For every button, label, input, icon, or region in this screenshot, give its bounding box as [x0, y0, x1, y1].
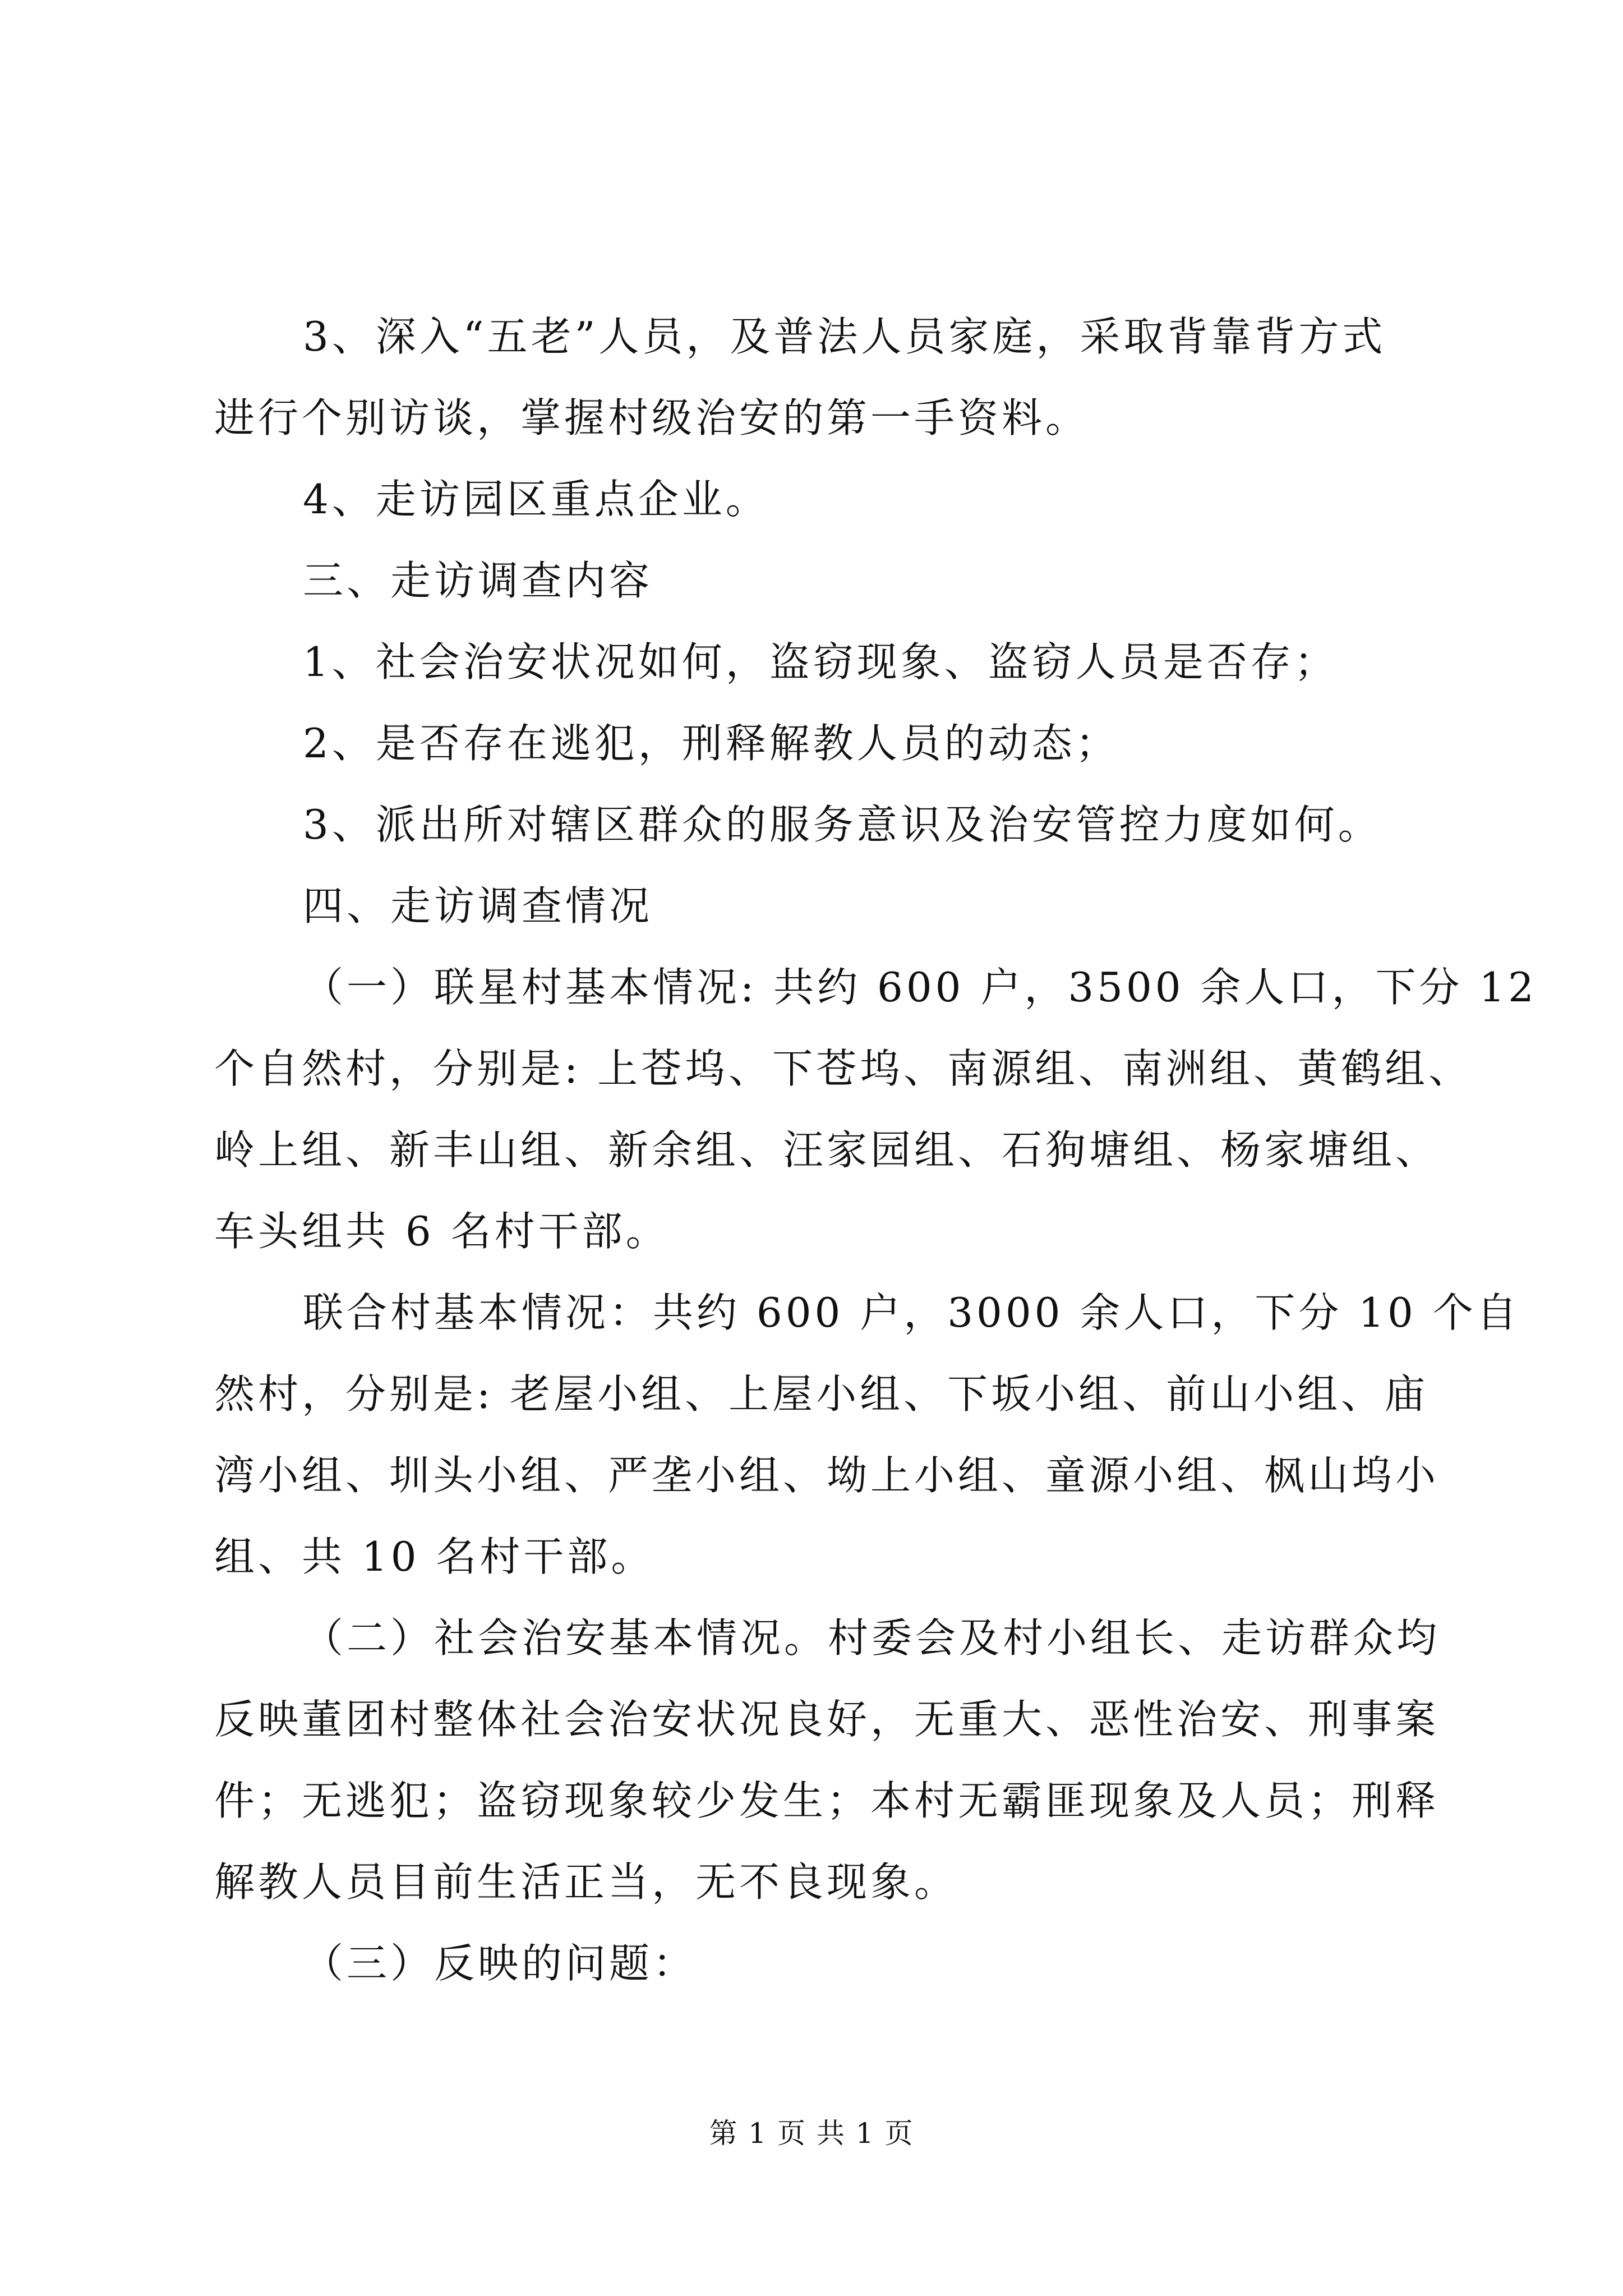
text-line: 组、共 10 名村干部。: [214, 1533, 655, 1580]
text-line: 件；无逃犯；盗窃现象较少发生；本村无霸匪现象及人员；刑释: [214, 1777, 1440, 1824]
text-line: 车头组共 6 名村干部。: [214, 1208, 670, 1255]
text-line: 然村，分别是: 老屋小组、上屋小组、下坂小组、前山小组、庙: [214, 1370, 1429, 1418]
page-footer: [0, 2114, 1623, 2153]
text-line: 岭上组、新丰山组、新余组、汪家园组、石狗塘组、杨家塘组、: [214, 1126, 1440, 1174]
text-line: 1、社会治安状况如何，盗窃现象、盗窃人员是否存；: [303, 638, 1338, 685]
text-line: 2、是否存在逃犯，刑释解教人员的动态；: [303, 720, 1119, 767]
text-line: 3、深入“五老”人员，及普法人员家庭，采取背靠背方式: [303, 313, 1386, 360]
page-indicator: 第 1 页 共 1 页: [709, 2117, 914, 2150]
section-heading: 三、走访调查内容: [303, 557, 653, 604]
text-line: 湾小组、圳头小组、严垄小组、坳上小组、童源小组、枫山坞小: [214, 1452, 1440, 1499]
text-line: 反映董团村整体社会治安状况良好，无重大、恶性治安、刑事案: [214, 1696, 1440, 1743]
text-line: 进行个别访谈，掌握村级治安的第一手资料。: [214, 394, 1090, 441]
text-line: 3、派出所对辖区群众的服务意识及治安管控力度如何。: [303, 801, 1382, 848]
text-line: （一）联星村基本情况: 共约 600 户，3500 余人口，下分 12: [303, 964, 1537, 1011]
text-line: 个自然村，分别是: 上苍坞、下苍坞、南源组、南洲组、黄鹤组、: [214, 1045, 1473, 1092]
text-line: 解教人员目前生活正当，无不良现象。: [214, 1858, 958, 1906]
text-line: 联合村基本情况：共约 600 户，3000 余人口，下分 10 个自: [303, 1289, 1520, 1336]
section-heading: 四、走访调查情况: [303, 882, 653, 930]
text-line: （二）社会治安基本情况。村委会及村小组长、走访群众均: [303, 1614, 1441, 1662]
text-line: （三）反映的问题：: [303, 1940, 697, 1987]
text-line: 4、走访园区重点企业。: [303, 476, 769, 523]
